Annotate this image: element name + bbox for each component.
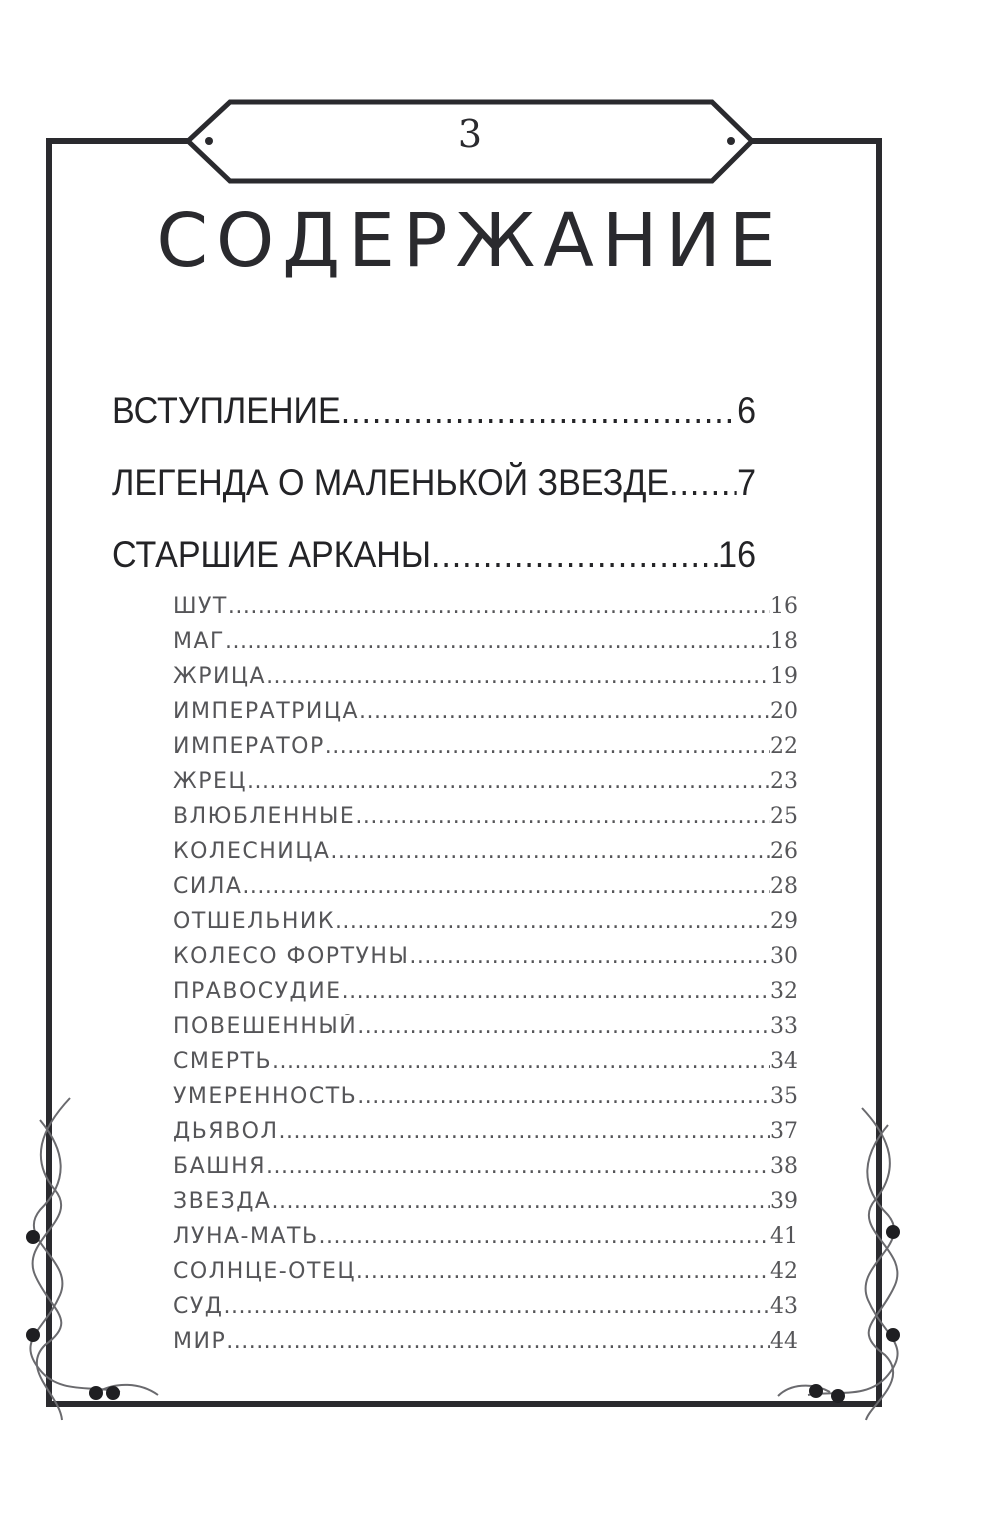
entry-page: 39 <box>770 1189 798 1214</box>
dot-leader <box>266 664 770 689</box>
dot-leader <box>431 534 718 576</box>
dot-leader <box>279 1119 770 1144</box>
entry-page: 37 <box>770 1119 798 1144</box>
toc-arcana-entry[interactable] <box>173 944 798 969</box>
entry-page: 41 <box>770 1224 798 1249</box>
entry-label: ИМПЕРАТРИЦА <box>173 699 359 724</box>
dot-leader <box>335 909 770 934</box>
dot-leader <box>223 1294 770 1319</box>
toc-major-entry[interactable] <box>112 390 756 432</box>
entry-label: ВСТУПЛЕНИЕ <box>112 390 341 431</box>
entry-label: СИЛА <box>173 874 243 899</box>
entry-page: 38 <box>770 1154 798 1179</box>
entry-label: СОЛНЦЕ-ОТЕЦ <box>173 1259 356 1284</box>
entry-label: ДЬЯВОЛ <box>173 1119 279 1144</box>
entry-label: ИМПЕРАТОР <box>173 734 325 759</box>
dot-leader <box>228 594 770 619</box>
toc-arcana-entry[interactable] <box>173 699 798 724</box>
toc-arcana-entry[interactable] <box>173 594 798 619</box>
entry-label: УМЕРЕННОСТЬ <box>173 1084 358 1109</box>
dot-leader <box>225 629 770 654</box>
toc-arcana-entry[interactable] <box>173 1294 798 1319</box>
entry-page: 25 <box>770 804 798 829</box>
entry-label: КОЛЕСНИЦА <box>173 839 331 864</box>
dot-leader <box>272 1049 770 1074</box>
entry-page: 22 <box>770 734 798 759</box>
entry-page: 19 <box>770 664 798 689</box>
entry-label: ПОВЕШЕННЫЙ <box>173 1014 358 1039</box>
dot-leader <box>226 1329 770 1354</box>
entry-label: БАШНЯ <box>173 1154 266 1179</box>
dot-leader <box>355 804 770 829</box>
dot-leader <box>357 1084 770 1109</box>
entry-page: 42 <box>770 1259 798 1284</box>
dot-leader <box>319 1224 770 1249</box>
entry-page: 28 <box>770 874 798 899</box>
plaque-right-dot <box>727 137 735 145</box>
entry-page: 18 <box>770 629 798 654</box>
plaque-left-dot <box>205 137 213 145</box>
toc-arcana-entry[interactable] <box>173 1154 798 1179</box>
entry-label: СУД <box>173 1294 224 1319</box>
entry-page: 6 <box>737 390 756 431</box>
dot-leader <box>342 979 770 1004</box>
entry-page: 34 <box>770 1049 798 1074</box>
dot-leader <box>266 1154 770 1179</box>
entry-label: ШУТ <box>173 594 228 619</box>
dot-leader <box>271 1189 770 1214</box>
toc-arcana-entry[interactable] <box>173 1224 798 1249</box>
toc-arcana-entry[interactable] <box>173 979 798 1004</box>
entry-label: КОЛЕСО ФОРТУНЫ <box>173 944 410 969</box>
dot-leader <box>357 1014 770 1039</box>
dot-leader <box>330 839 770 864</box>
entry-label: ЖРЕЦ <box>173 769 247 794</box>
toc-arcana-entry[interactable] <box>173 1119 798 1144</box>
entry-page: 20 <box>770 699 798 724</box>
entry-page: 26 <box>770 839 798 864</box>
dot-leader <box>242 874 770 899</box>
entry-page: 23 <box>770 769 798 794</box>
entry-page: 29 <box>770 909 798 934</box>
page-title: СОДЕРЖАНИЕ <box>156 198 784 284</box>
entry-label: СТАРШИЕ АРКАНЫ <box>112 534 432 575</box>
entry-page: 7 <box>737 462 756 503</box>
entry-label: СМЕРТЬ <box>173 1049 273 1074</box>
toc-arcana-entry[interactable] <box>173 769 798 794</box>
entry-page: 16 <box>718 534 756 575</box>
dot-leader <box>359 699 770 724</box>
entry-label: ЖРИЦА <box>173 664 267 689</box>
entry-page: 33 <box>770 1014 798 1039</box>
toc-arcana-entry[interactable] <box>173 804 798 829</box>
toc-arcana-entry[interactable] <box>173 839 798 864</box>
toc-arcana-entry[interactable] <box>173 734 798 759</box>
toc-arcana-entry[interactable] <box>173 1084 798 1109</box>
dot-leader <box>247 769 770 794</box>
entry-label: ОТШЕЛЬНИК <box>173 909 335 934</box>
toc-arcana-entry[interactable] <box>173 1259 798 1284</box>
toc-arcana-entry[interactable] <box>173 1049 798 1074</box>
dot-leader <box>409 944 770 969</box>
dot-leader <box>356 1259 770 1284</box>
entry-page: 43 <box>770 1294 798 1319</box>
toc-arcana-entry[interactable] <box>173 1014 798 1039</box>
toc-arcana-entry[interactable] <box>173 909 798 934</box>
entry-page: 44 <box>770 1329 798 1354</box>
entry-label: МИР <box>173 1329 227 1354</box>
toc-major-entry[interactable] <box>112 462 756 504</box>
entry-label: ЛЕГЕНДА О МАЛЕНЬКОЙ ЗВЕЗДЕ <box>112 462 670 503</box>
entry-page: 30 <box>770 944 798 969</box>
entry-label: ВЛЮБЛЕННЫЕ <box>173 804 356 829</box>
entry-label: МАГ <box>173 629 225 654</box>
toc-major-entry[interactable] <box>112 534 756 576</box>
entry-page: 16 <box>770 594 798 619</box>
entry-page: 35 <box>770 1084 798 1109</box>
toc-arcana-entry[interactable] <box>173 1189 798 1214</box>
dot-leader <box>341 390 737 432</box>
page-number: 3 <box>457 112 483 156</box>
entry-label: ПРАВОСУДИЕ <box>173 979 342 1004</box>
toc-arcana-entry[interactable] <box>173 874 798 899</box>
entry-label: ЛУНА-МАТЬ <box>173 1224 319 1249</box>
dot-leader <box>325 734 770 759</box>
toc-arcana-entry[interactable] <box>173 664 798 689</box>
dot-leader <box>669 462 737 504</box>
entry-page: 32 <box>770 979 798 1004</box>
toc-arcana-entry[interactable] <box>173 629 798 654</box>
entry-label: ЗВЕЗДА <box>173 1189 272 1214</box>
toc-arcana-entry[interactable] <box>173 1329 798 1354</box>
